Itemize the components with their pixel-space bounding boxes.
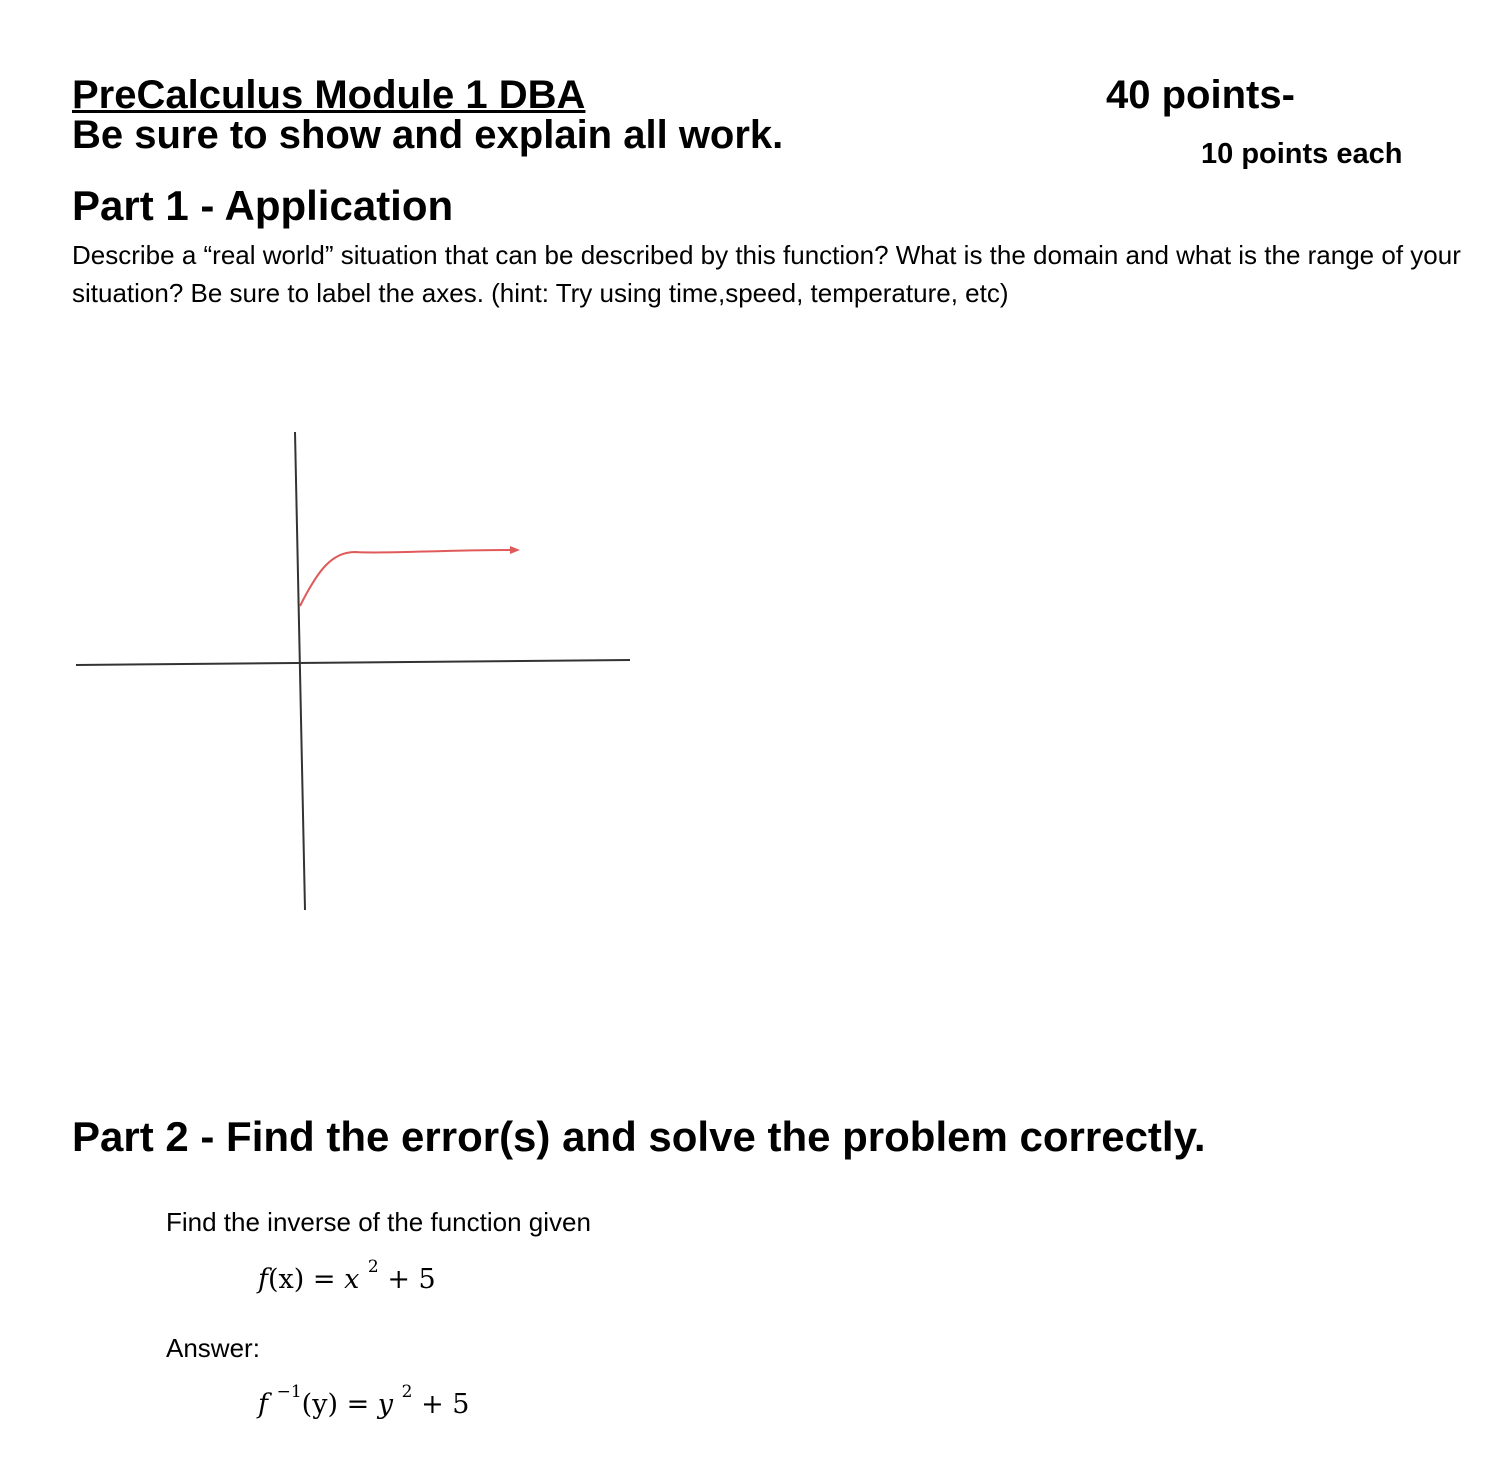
eq-equals: = xyxy=(304,1264,345,1295)
answer-equation xyxy=(258,1381,469,1422)
ans-rest: + 5 xyxy=(421,1389,470,1420)
function-curve xyxy=(300,550,512,606)
given-function-equation xyxy=(258,1256,436,1297)
x-axis xyxy=(76,660,630,665)
eq-func-name: f xyxy=(258,1264,268,1295)
total-points: 40 points- xyxy=(1106,73,1295,117)
ans-exponent: 2 xyxy=(401,1382,413,1402)
y-axis xyxy=(295,432,305,910)
function-graph xyxy=(60,420,640,920)
ans-inverse-exponent: −1 xyxy=(276,1382,302,1402)
curve-arrowhead xyxy=(510,546,520,554)
ans-arg: (y) xyxy=(301,1389,338,1420)
part2-heading: Part 2 - Find the error(s) and solve the problem correctly. xyxy=(72,1113,1206,1160)
page-title: PreCalculus Module 1 DBA xyxy=(72,73,586,117)
ans-variable: y xyxy=(377,1389,394,1420)
eq-arg: (x) xyxy=(268,1264,305,1295)
ans-equals: = xyxy=(337,1389,378,1420)
eq-rest: + 5 xyxy=(387,1264,436,1295)
part1-heading: Part 1 - Application xyxy=(72,182,454,229)
ans-func-name: f xyxy=(258,1389,268,1420)
instructions-subtitle: Be sure to show and explain all work. xyxy=(72,113,784,157)
task-prompt: Find the inverse of the function given xyxy=(166,1207,591,1237)
eq-variable: x xyxy=(344,1264,360,1295)
part1-description: Describe a “real world” situation that can be described by this function? What is the domain and what is the range of your situation? Be sure to label the axes. (hint: Try using time,speed, temperature, etc) xyxy=(72,240,1461,308)
answer-label: Answer: xyxy=(166,1333,260,1363)
eq-exponent: 2 xyxy=(367,1257,379,1277)
points-each-label: 10 points each xyxy=(1201,138,1403,170)
